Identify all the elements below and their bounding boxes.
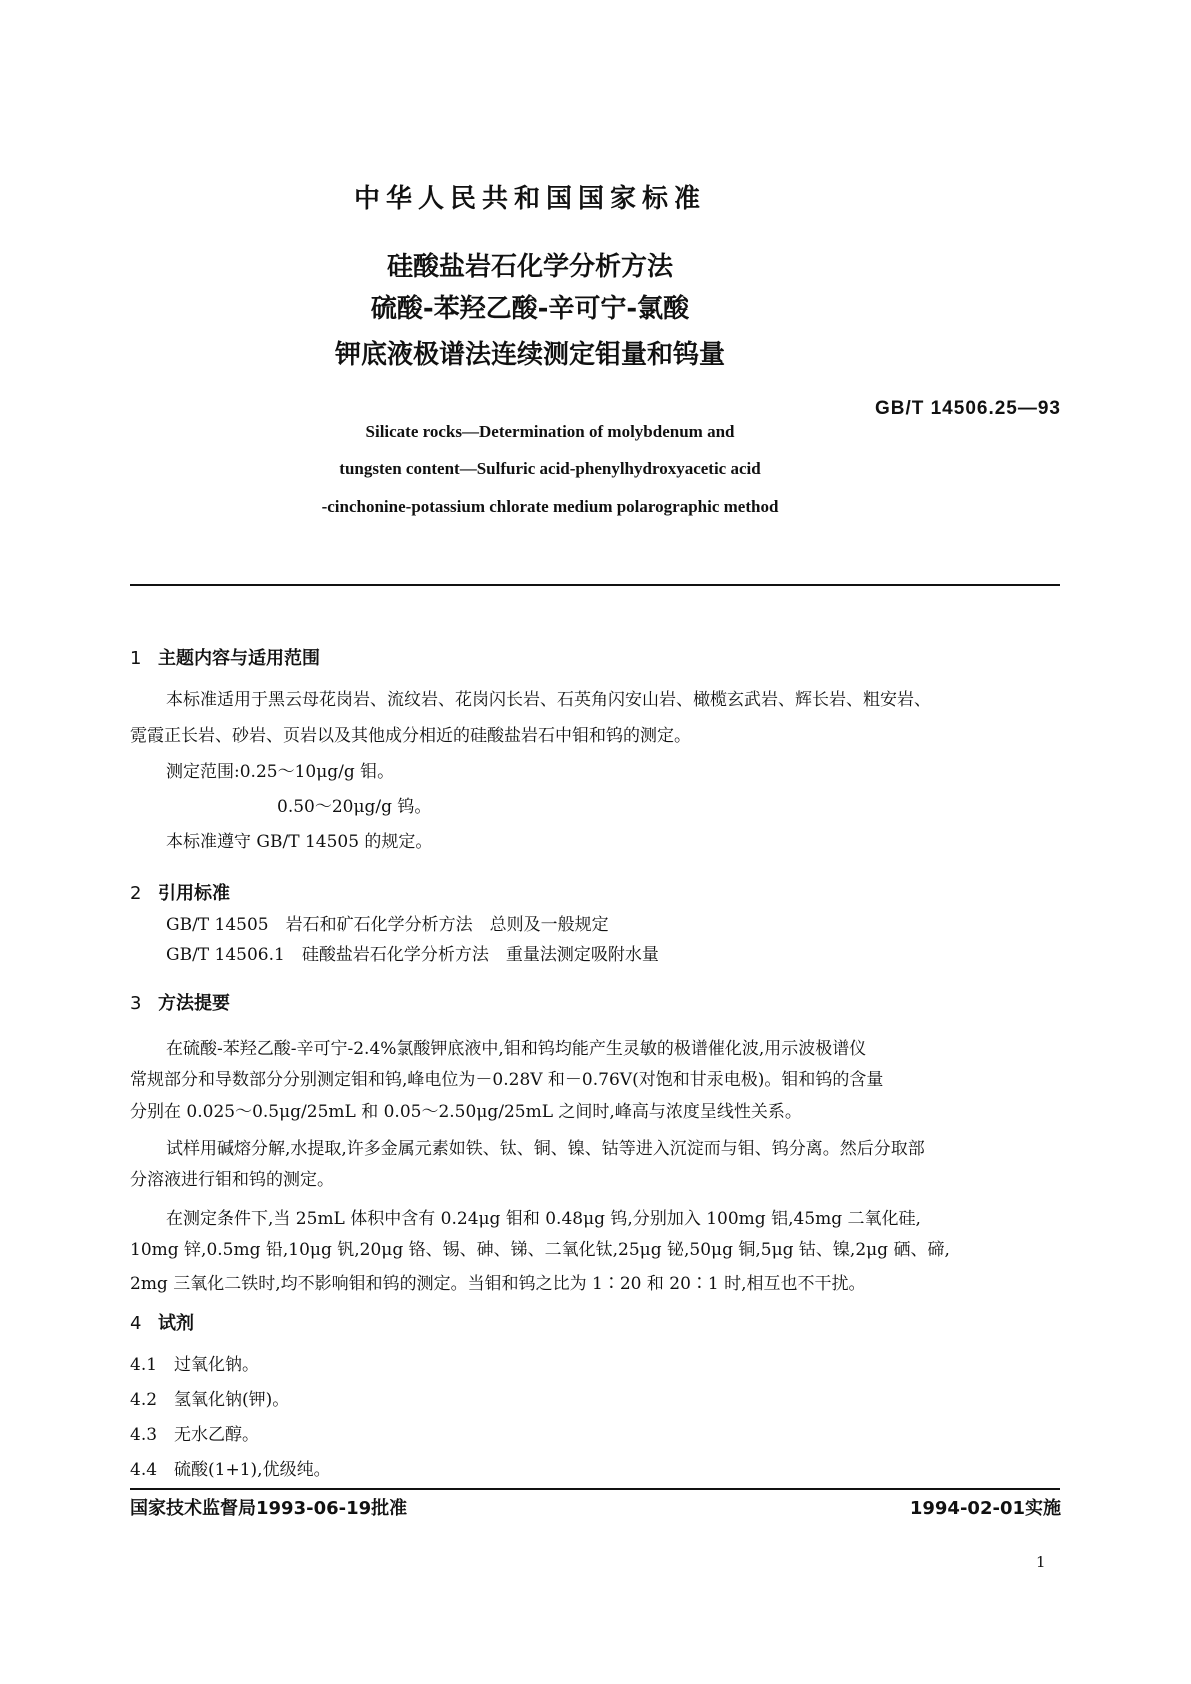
- paragraph-line: 霓霞正长岩、砂岩、页岩以及其他成分相近的硅酸盐岩石中钼和钨的测定。: [130, 726, 691, 746]
- section-3-heading: 3 方法提要: [130, 993, 230, 1014]
- section-1-heading: 1 主题内容与适用范围: [130, 648, 320, 669]
- paragraph-line: 2mg 三氧化二铁时,均不影响钼和钨的测定。当钼和钨之比为 1∶20 和 20∶1 时,相互也不干扰。: [130, 1274, 866, 1294]
- section-2-heading: 2 引用标准: [130, 883, 230, 904]
- paragraph-line: 10mg 锌,0.5mg 铅,10μg 钒,20μg 铬、锡、砷、锑、二氧化钛,25μg 铋,50μg 铜,5μg 钴、镍,2μg 硒、碲,: [130, 1240, 950, 1260]
- title-line-2: 硫酸-苯羟乙酸-辛可宁-氯酸: [370, 294, 690, 324]
- standard-code: GB/T 14506.25—93: [874, 398, 1061, 419]
- reference-item: GB/T 14505 岩石和矿石化学分析方法 总则及一般规定: [166, 915, 609, 935]
- reagent-item: 4.4 硫酸(1+1),优级纯。: [130, 1460, 331, 1480]
- paragraph-line: 测定范围:0.25～10μg/g 钼。: [166, 762, 395, 782]
- title-line-1: 硅酸盐岩石化学分析方法: [386, 252, 673, 282]
- document-header: 中华人民共和国国家标准: [353, 184, 706, 214]
- implementation-date: 1994-02-01实施: [909, 1498, 1061, 1519]
- paragraph-line: 在硫酸-苯羟乙酸-辛可宁-2.4%氯酸钾底液中,钼和钨均能产生灵敏的极谱催化波,用示波极谱仪: [166, 1039, 867, 1059]
- paragraph-line: 常规部分和导数部分分别测定钼和钨,峰电位为－0.28V 和－0.76V(对饱和甘汞电极)。钼和钨的含量: [130, 1070, 884, 1090]
- reagent-item: 4.2 氢氧化钠(钾)。: [130, 1390, 290, 1410]
- approval-date: 国家技术监督局1993-06-19批准: [130, 1498, 408, 1519]
- paragraph-line: 分溶液进行钼和钨的测定。: [130, 1170, 334, 1190]
- paragraph-line: 本标准适用于黑云母花岗岩、流纹岩、花岗闪长岩、石英角闪安山岩、橄榄玄武岩、辉长岩、粗安岩、: [166, 690, 931, 710]
- paragraph-line: 0.50～20μg/g 钨。: [277, 797, 432, 817]
- reference-item: GB/T 14506.1 硅酸盐岩石化学分析方法 重量法测定吸附水量: [166, 945, 659, 965]
- footer-divider: [130, 1488, 1060, 1490]
- top-divider: [130, 584, 1060, 586]
- paragraph-line: 本标准遵守 GB/T 14505 的规定。: [166, 832, 433, 852]
- english-title-line-2: tungsten content—Sulfuric acid-phenylhydroxyacetic acid: [339, 459, 761, 478]
- paragraph-line: 试样用碱熔分解,水提取,许多金属元素如铁、钛、铜、镍、钴等进入沉淀而与钼、钨分离。然后分取部: [166, 1139, 925, 1159]
- english-title-line-3: -cinchonine-potassium chlorate medium polarographic method: [321, 497, 779, 516]
- title-line-3: 钾底液极谱法连续测定钼量和钨量: [334, 340, 725, 370]
- section-4-heading: 4 试剂: [130, 1313, 194, 1334]
- page-number: 1: [1036, 1553, 1046, 1571]
- english-title-line-1: Silicate rocks—Determination of molybdenum and: [365, 422, 735, 441]
- paragraph-line: 分别在 0.025～0.5μg/25mL 和 0.05～2.50μg/25mL 之间时,峰高与浓度呈线性关系。: [130, 1102, 802, 1122]
- reagent-item: 4.1 过氧化钠。: [130, 1355, 260, 1375]
- reagent-item: 4.3 无水乙醇。: [130, 1425, 260, 1445]
- paragraph-line: 在测定条件下,当 25mL 体积中含有 0.24μg 钼和 0.48μg 钨,分别加入 100mg 铝,45mg 二氧化硅,: [166, 1209, 921, 1229]
